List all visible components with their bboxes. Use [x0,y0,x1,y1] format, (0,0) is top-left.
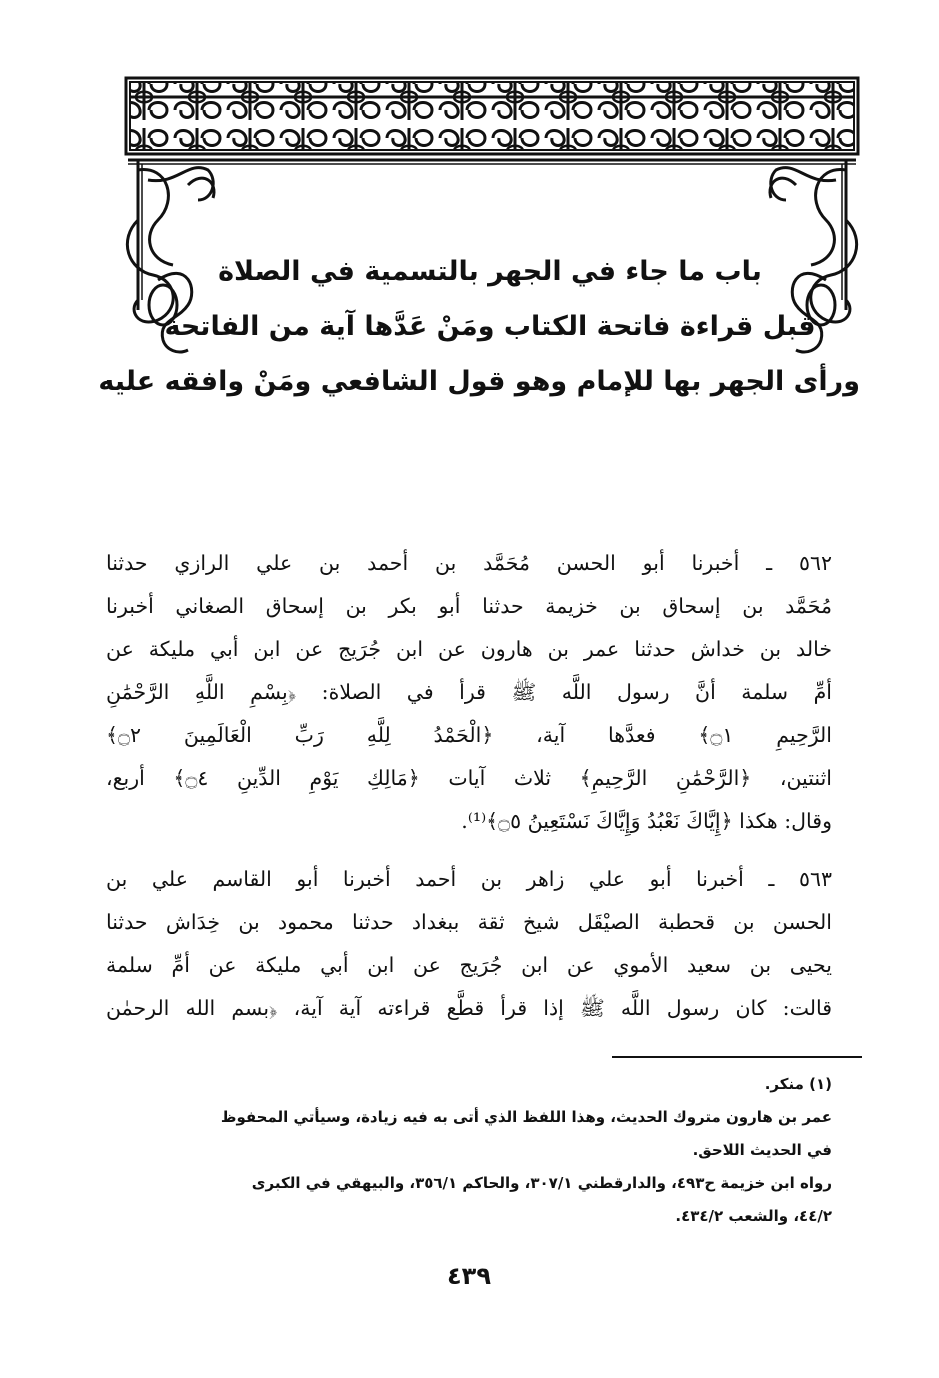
hadith-563-line: يحيى بن سعيد الأموي عن ابن جُرَيج عن ابن أبي مليكة عن أمِّ سلمة [106,953,832,977]
hadith-562-line: اثنتين، ﴿الرَّحْمَٰنِ الرَّحِيمِ﴾ ثلاث آيات ﴿مَالِكِ يَوْمِ الدِّينِ ۝٤﴾ أربع، [106,766,833,790]
hadith-562-paragraph [106,542,832,843]
hadith-562-line: وقال: هكذا ﴿إِيَّاكَ نَعْبُدُ وَإِيَّاكَ نَسْتَعِينُ ۝٥﴾⁽¹⁾. [461,809,832,833]
footnote-line: ٤٤/٢، والشعب ٤٣٤/٢. [675,1207,832,1225]
hadith-563-line: قالت: كان رسول اللَّه ﷺ إذا قرأ قطَّع قراءته آية آية، ﴿بسم الله الرحمٰن [106,996,832,1020]
hadith-562-line: ٥٦٢ ـ أخبرنا أبو الحسن مُحَمَّد بن أحمد بن علي الرازي حدثنا [106,551,832,575]
page-number: ٤٣٩ [447,1262,491,1290]
chapter-title-line-3: ورأى الجهر بها للإمام وهو قول الشافعي ومَنْ وافقه عليه [98,366,860,397]
footnote-separator [612,1056,862,1058]
footnotes [112,1068,832,1233]
hadith-563-paragraph [106,858,832,1030]
footnote-line: رواه ابن خزيمة ح٤٩٣، والدارقطني ٣٠٧/١، والحاكم ٣٥٦/١، والبيهقي في الكبرى [251,1174,832,1192]
hadith-562-line: مُحَمَّد بن إسحاق بن خزيمة حدثنا أبو بكر بن إسحاق الصغاني أخبرنا [106,594,832,618]
hadith-562-line: الرَّحِيمِ ۝١﴾ فعدَّها آية، ﴿الْحَمْدُ لِلَّهِ رَبِّ الْعَالَمِينَ ۝٢﴾ [106,723,832,747]
hadith-563-line: ٥٦٣ ـ أخبرنا أبو علي زاهر بن أحمد أخبرنا أبو القاسم علي بن [106,867,832,891]
hadith-562-line: أمِّ سلمة أنَّ رسول اللَّه ﷺ قرأ في الصلاة: ﴿بِسْمِ اللَّهِ الرَّحْمَٰنِ [106,680,832,704]
footnote-line: (١) منكر. [764,1075,832,1093]
footnote-line: في الحديث اللاحق. [692,1141,832,1159]
chapter-title-line-1: باب ما جاء في الجهر بالتسمية في الصلاة [218,256,762,287]
footnote-line: عمر بن هارون متروك الحديث، وهذا اللفظ الذي أتى به فيه زيادة، وسيأتي المحفوظ [220,1108,832,1126]
hadith-562-line: خالد بن خداش حدثنا عمر بن هارون عن ابن جُرَيج عن ابن أبي مليكة عن [106,637,832,661]
chapter-title-line-2: قبل قراءة فاتحة الكتاب ومَنْ عَدَّها آية من الفاتحة [164,311,816,342]
hadith-563-line: الحسن بن قحطبة الصيْقَل شيخ ثقة ببغداد حدثنا محمود بن خِدَاش حدثنا [106,910,832,934]
